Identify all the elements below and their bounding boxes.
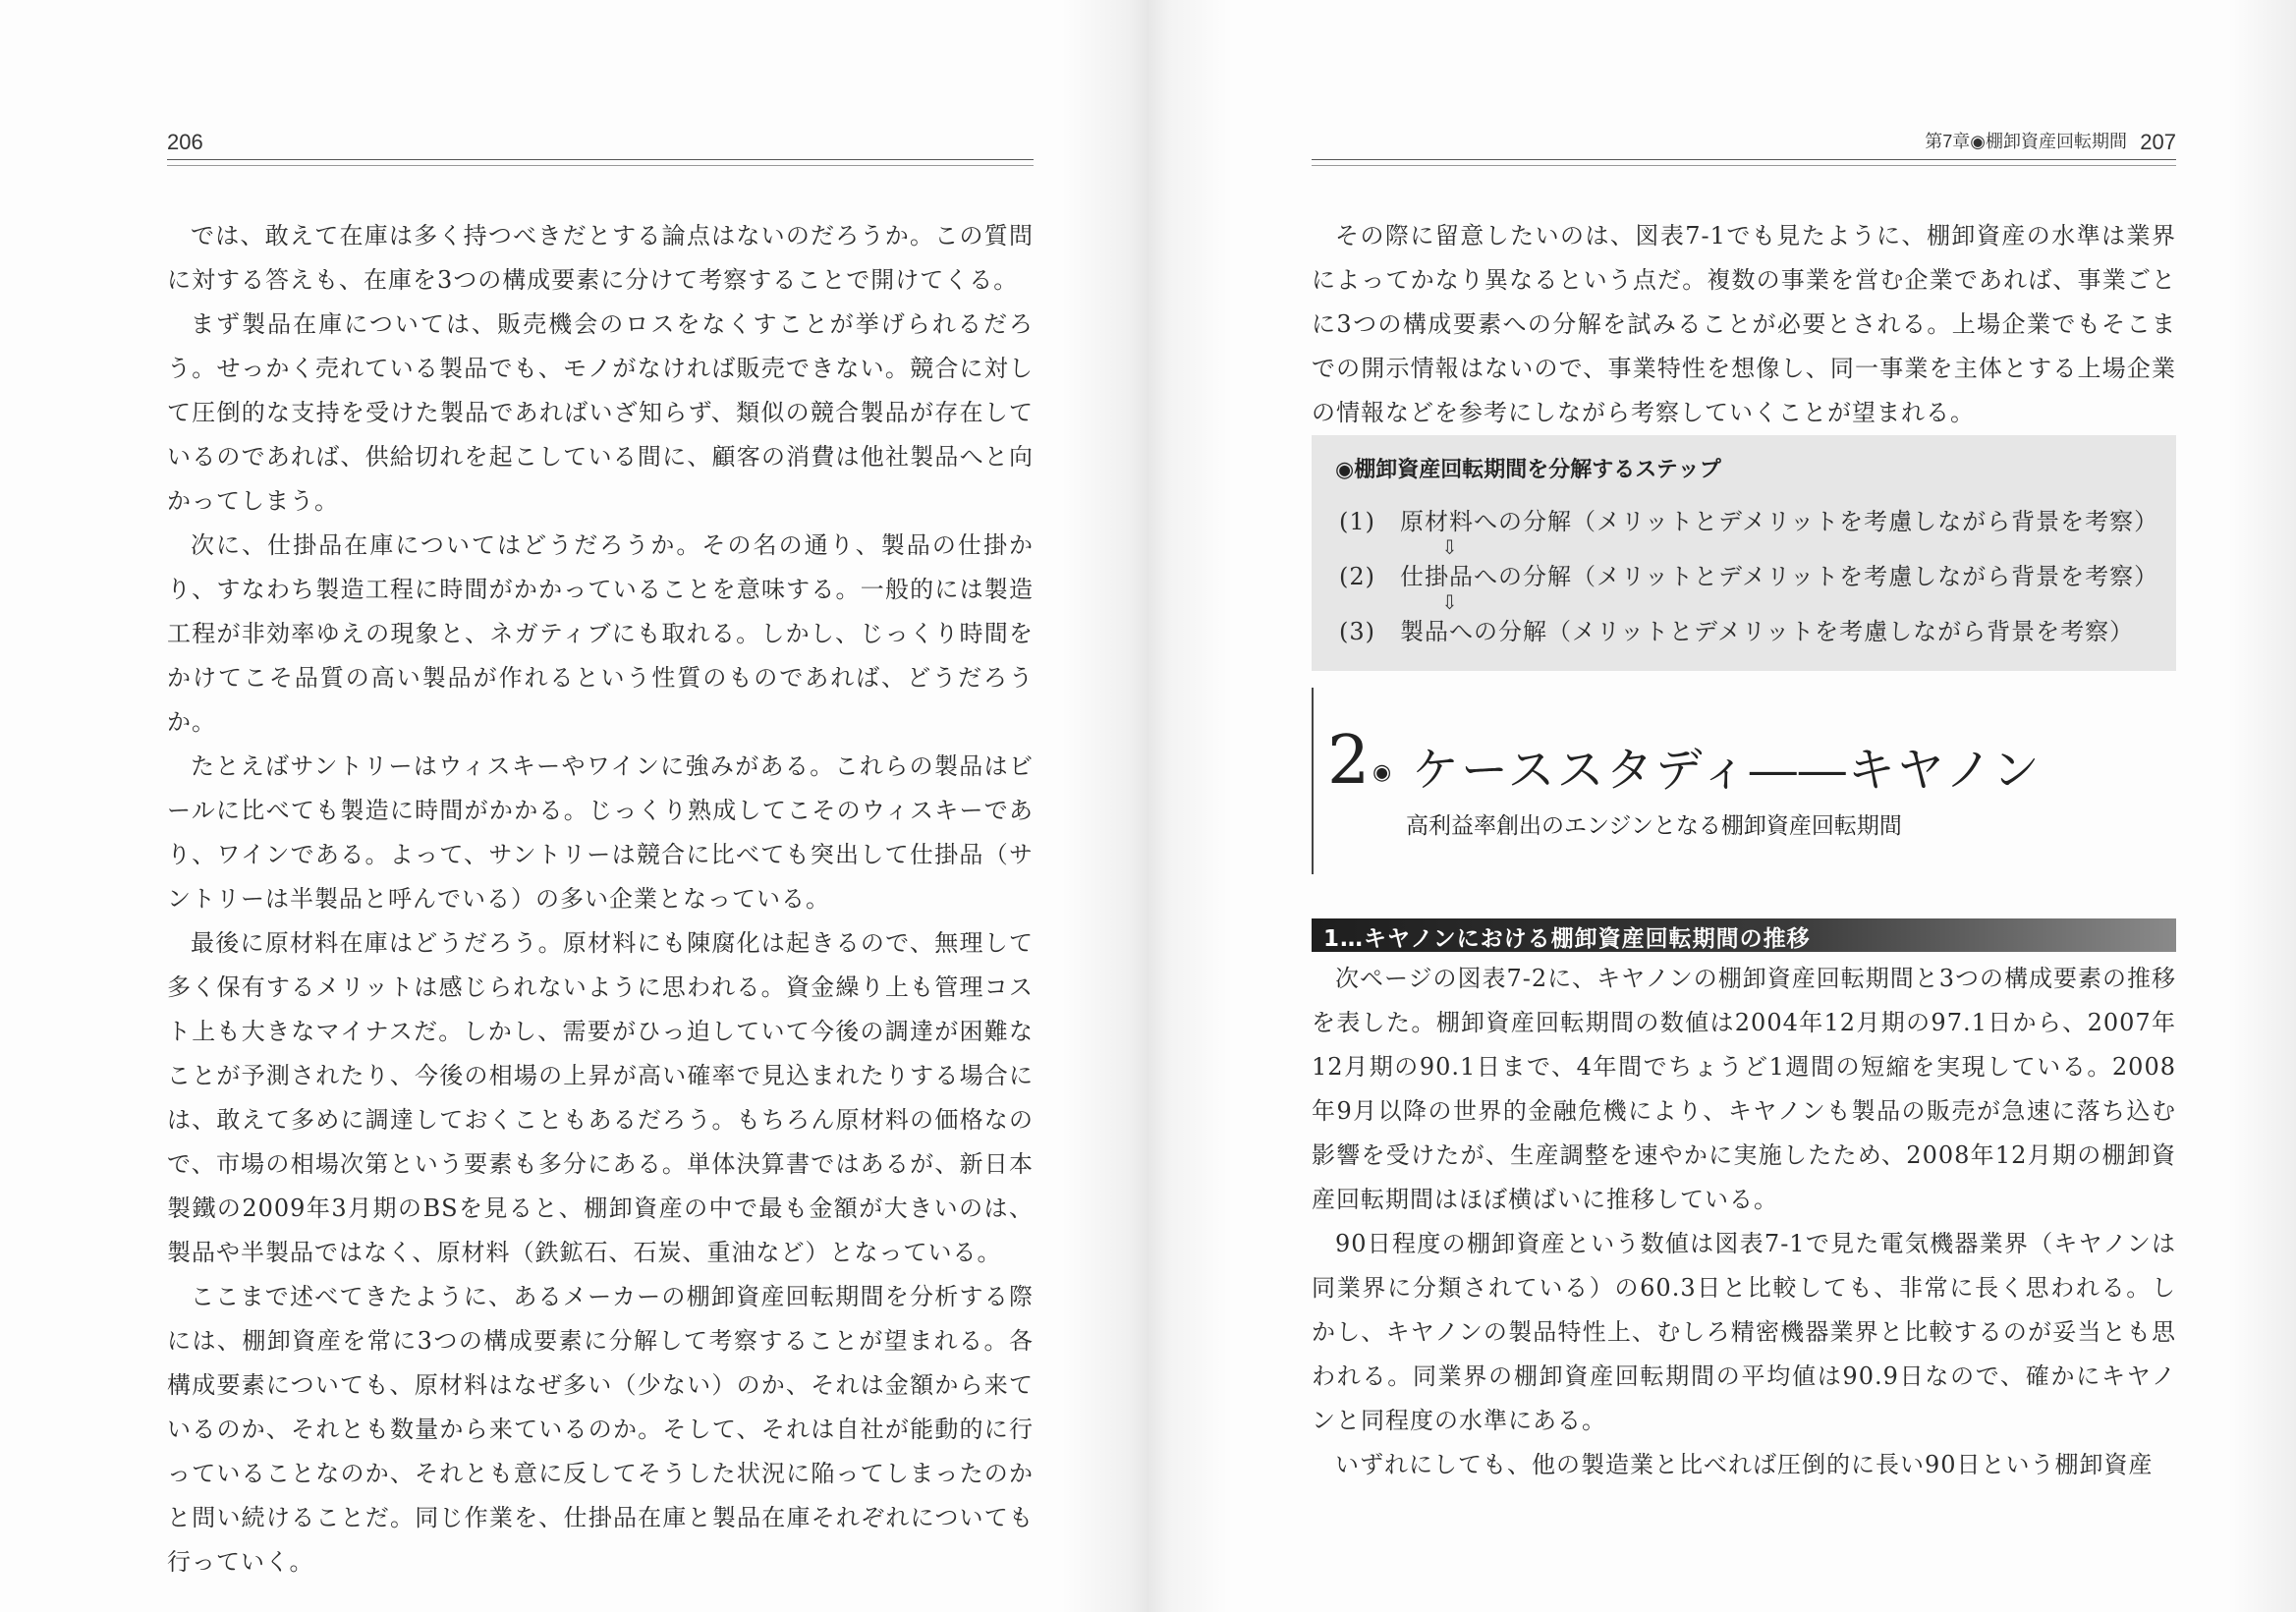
case-study-title: ケーススタディ――キヤノン: [1412, 743, 2042, 798]
paragraph: たとえばサントリーはウィスキーやワインに強みがある。これらの製品はビールに比べても製造に時間がかかる。じっくり熟成してこそのウィスキーであり、ワインである。よって、サントリーは競合に比べても突出して仕掛品（サントリーは半製品と呼んでいる）の多い企業となっている。: [167, 752, 1034, 913]
section-heading-bar: [1312, 918, 2176, 952]
left-page-body: [167, 214, 1034, 1584]
case-study-subtitle: 高利益率創出のエンジンとなる棚卸資産回転期間: [1406, 813, 1902, 839]
section-heading: 1…キヤノンにおける棚卸資産回転期間の推移: [1323, 926, 1811, 952]
right-page-body: [1312, 957, 2176, 1487]
paragraph: ここまで述べてきたように、あるメーカーの棚卸資産回転期間を分析する際には、棚卸資産を常に3つの構成要素に分解して考察することが望まれる。各構成要素についても、原材料はなぜ多い（少ない）のか、それは金額から来ているのか、それとも数量から来ているのか。そして、それは自社が能動的に行っていることなのか、それとも意に反してそうした状況に陥ってしまったのかと問い続けることだ。同じ作業を、仕掛品在庫と製品在庫それぞれについても行っていく。: [167, 1283, 1034, 1576]
header-rule: [167, 165, 1034, 166]
step-box: [1312, 435, 2176, 671]
step-box-title: ◉棚卸資産回転期間を分解するステップ: [1335, 458, 1721, 482]
paragraph: その際に留意したいのは、図表7-1でも見たように、棚卸資産の水準は業界によってかなり異なるという点だ。複数の事業を営む企業であれば、事業ごとに3つの構成要素への分解を試みることが必要とされる。上場企業でもそこまでの開示情報はないので、事業特性を想像し、同一事業を主体とする上場企業の情報などを参考にしながら考察していくことが望まれる。: [1312, 222, 2176, 426]
left-page: [167, 0, 1034, 1612]
bullet-mark-icon: ◉: [1372, 760, 1392, 785]
page-number: 207: [2140, 130, 2176, 154]
paragraph: いずれにしても、他の製造業と比べれば圧倒的に長い90日という棚卸資産: [1335, 1451, 2154, 1478]
chapter-section-number: 2: [1327, 722, 1371, 800]
right-page-header: [1312, 126, 2176, 160]
left-page-header: [167, 126, 1034, 160]
header-rule: [1312, 165, 2176, 166]
running-head: 第7章◉棚卸資産回転期間: [1925, 132, 2127, 151]
paragraph: 次ページの図表7-2に、キヤノンの棚卸資産回転期間と3つの構成要素の推移を表した。棚卸資産回転期間の数値は2004年12月期の97.1日から、2007年12月期の90.1日まで、4年間でちょうど1週間の短縮を実現している。2008年9月以降の世界的金融危機により、キヤノンも製品の販売が急速に落ち込む影響を受けたが、生産調整を速やかに実施したため、2008年12月期の棚卸資産回転期間はほぼ横ばいに推移している。: [1312, 965, 2176, 1213]
step-item: (1) 原材料への分解（メリットとデメリットを考慮しながら背景を考察）: [1339, 508, 2159, 535]
right-page-intro: [1312, 214, 2176, 435]
book-gutter-shadow: [1061, 0, 1228, 1612]
paragraph: では、敢えて在庫は多く持つべきだとする論点はないのだろうか。この質問に対する答えも、在庫を3つの構成要素に分けて考察することで開けてくる。: [167, 222, 1034, 294]
paragraph: 次に、仕掛品在庫についてはどうだろうか。その名の通り、製品の仕掛かり、すなわち製造工程に時間がかかっていることを意味する。一般的には製造工程が非効率ゆえの現象と、ネガティブにも取れる。しかし、じっくり時間をかけてこそ品質の高い製品が作れるという性質のものであれば、どうだろうか。: [167, 531, 1034, 736]
page-edge-shadow: [2227, 0, 2296, 1612]
paragraph: まず製品在庫については、販売機会のロスをなくすことが挙げられるだろう。せっかく売れている製品でも、モノがなければ販売できない。競合に対して圧倒的な支持を受けた製品であればいざ知らず、類似の競合製品が存在しているのであれば、供給切れを起こしている間に、顧客の消費は他社製品へと向かってしまう。: [167, 310, 1034, 515]
step-item: (2) 仕掛品への分解（メリットとデメリットを考慮しながら背景を考察）: [1339, 563, 2159, 590]
step-item: (3) 製品への分解（メリットとデメリットを考慮しながら背景を考察）: [1339, 618, 2135, 645]
down-arrow-icon: ⇩: [1441, 590, 1458, 614]
paragraph: 90日程度の棚卸資産という数値は図表7-1で見た電気機器業界（キヤノンは同業界に分類されている）の60.3日と比較しても、非常に長く思われる。しかし、キヤノンの製品特性上、むしろ精密機器業界と比較するのが妥当とも思われる。同業界の棚卸資産回転期間の平均値は90.9日なので、確かにキヤノンと同程度の水準にある。: [1312, 1230, 2176, 1434]
page-number: 206: [167, 130, 203, 154]
right-page: [1312, 0, 2176, 1612]
down-arrow-icon: ⇩: [1441, 535, 1458, 559]
case-study-heading: [1312, 688, 2178, 874]
paragraph: 最後に原材料在庫はどうだろう。原材料にも陳腐化は起きるので、無理して多く保有するメリットは感じられないように思われる。資金繰り上も管理コスト上も大きなマイナスだ。しかし、需要がひっ迫していて今後の調達が困難なことが予測されたり、今後の相場の上昇が高い確率で見込まれたりする場合には、敢えて多めに調達しておくこともあるだろう。もちろん原材料の価格なので、市場の相場次第という要素も多分にある。単体決算書ではあるが、新日本製鐵の2009年3月期のBSを見ると、棚卸資産の中で最も金額が大きいのは、製品や半製品ではなく、原材料（鉄鉱石、石炭、重油など）となっている。: [167, 929, 1034, 1266]
